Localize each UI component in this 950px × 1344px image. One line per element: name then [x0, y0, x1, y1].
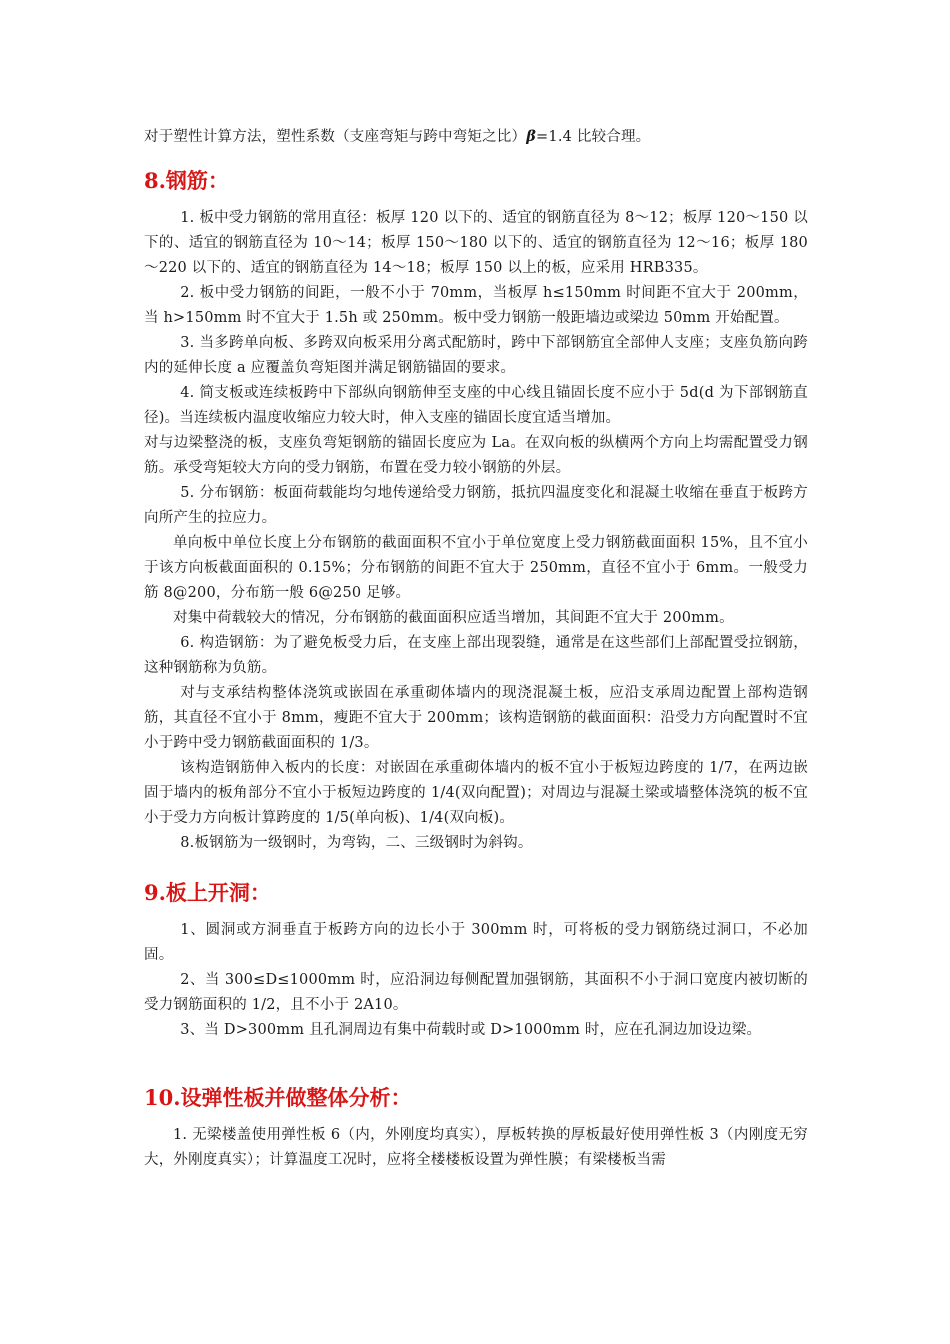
beta-symbol: β — [526, 128, 537, 145]
section-8-paragraph-7: 单向板中单位长度上分布钢筋的截面面积不宜小于单位宽度上受力钢筋截面面积 15%，且不宜小于该方向板截面面积的 0.15%；分布钢筋的间距不宜大于 250mm，直径不宜小于 6mm。一般受力筋 8@200，分布筋一般 6@250 足够。 — [144, 535, 808, 601]
document-body — [144, 124, 808, 1173]
section-8-paragraph-4: 4. 简支板或连续板跨中下部纵向钢筋伸至支座的中心线且锚固长度不应小于 5d(d 为下部钢筋直径)。当连续板内温度收缩应力较大时，伸入支座的锚固长度宜适当增加。 — [144, 385, 808, 426]
section-8-paragraph-9: 6. 构造钢筋：为了避免板受力后，在支座上部出现裂缝，通常是在这些部们上部配置受拉钢筋，这种钢筋称为负筋。 — [144, 635, 808, 676]
section-8-paragraph-10: 对与支承结构整体浇筑或嵌固在承重砌体墙内的现浇混凝土板，应沿支承周边配置上部构造钢筋，其直径不宜小于 8mm，瘦距不宜大于 200mm；该构造钢筋的截面面积：沿受力方向配置时不宜小于跨中受力钢筋截面面积的 1/3。 — [144, 685, 808, 751]
section-9-paragraph-3: 3、当 D>300mm 且孔洞周边有集中荷载时或 D>1000mm 时，应在孔洞边加设边梁。 — [180, 1022, 762, 1038]
section-8-paragraph-12: 8.板钢筋为一级钢时，为弯钩，二、三级钢时为斜钩。 — [180, 835, 533, 851]
section-8-paragraph-6: 5. 分布钢筋：板面荷载能均匀地传递给受力钢筋，抵抗四温度变化和混凝土收缩在垂直于板跨方向所产生的拉应力。 — [144, 485, 808, 526]
section-9-paragraph-1: 1、圆洞或方洞垂直于板跨方向的边长小于 300mm 时，可将板的受力钢筋绕过洞口，不必加固。 — [144, 922, 808, 963]
section-8-paragraph-8: 对集中荷载较大的情况，分布钢筋的截面面积应适当增加，其间距不宜大于 200mm。 — [173, 610, 734, 626]
section-8-paragraph-1: 1. 板中受力钢筋的常用直径：板厚 120 以下的、适宜的钢筋直径为 8～12；板厚 120～150 以下的、适宜的钢筋直径为 10～14；板厚 150～180 以下的、适宜的钢筋直径为 12～16；板厚 180～220 以下的、适宜的钢筋直径为 14～18；板厚 150 以上的板，应采用 HRB335。 — [144, 210, 808, 276]
intro-ratio: =1.4 比较合理。 — [536, 129, 651, 145]
section-8-paragraph-2: 2. 板中受力钢筋的间距，一般不小于 70mm，当板厚 h≤150mm 时间距不宜大于 200mm，当 h>150mm 时不宜大于 1.5h 或 250mm。板中受力钢筋一般距墙边或梁边 50mm 开始配置。 — [144, 285, 808, 326]
section-9-paragraph-2: 2、当 300≤D≤1000mm 时，应沿洞边每侧配置加强钢筋，其面积不小于洞口宽度内被切断的受力钢筋面积的 1/2，且不小于 2A10。 — [144, 972, 808, 1013]
section-8-paragraph-11: 该构造钢筋伸入板内的长度：对嵌固在承重砌体墙内的板不宜小于板短边跨度的 1/7，在两边嵌固于墙内的板角部分不宜小于板短边跨度的 1/4(双向配置)；对周边与混凝土梁或墙整体浇筑的板不宜小于受力方向板计算跨度的 1/5(单向板)、1/4(双向板)。 — [144, 760, 808, 826]
section-9-heading: 9.板上开洞： — [144, 880, 271, 905]
intro-text: 对于塑性计算方法，塑性系数（支座弯矩与跨中弯矩之比） — [144, 129, 527, 145]
section-10-heading: 10.设弹性板并做整体分析： — [144, 1085, 412, 1110]
section-8-paragraph-5: 对与边梁整浇的板，支座负弯矩钢筋的锚固长度应为 La。在双向板的纵横两个方向上均需配置受力钢筋。承受弯矩较大方向的受力钢筋，布置在受力较小钢筋的外层。 — [144, 435, 808, 476]
section-8-heading: 8.钢筋： — [144, 168, 229, 193]
section-8-paragraph-3: 3. 当多跨单向板、多跨双向板采用分离式配筋时，跨中下部钢筋宜全部伸人支座；支座负筋向跨内的延伸长度 a 应覆盖负弯矩图并满足钢筋锚固的要求。 — [144, 335, 808, 376]
intro-paragraph — [144, 124, 808, 150]
section-10-paragraph-1: 1. 无梁楼盖使用弹性板 6（内，外刚度均真实），厚板转换的厚板最好使用弹性板 3（内刚度无穷大，外刚度真实）；计算温度工况时，应将全楼楼板设置为弹性膜；有梁楼板当需 — [144, 1127, 808, 1168]
